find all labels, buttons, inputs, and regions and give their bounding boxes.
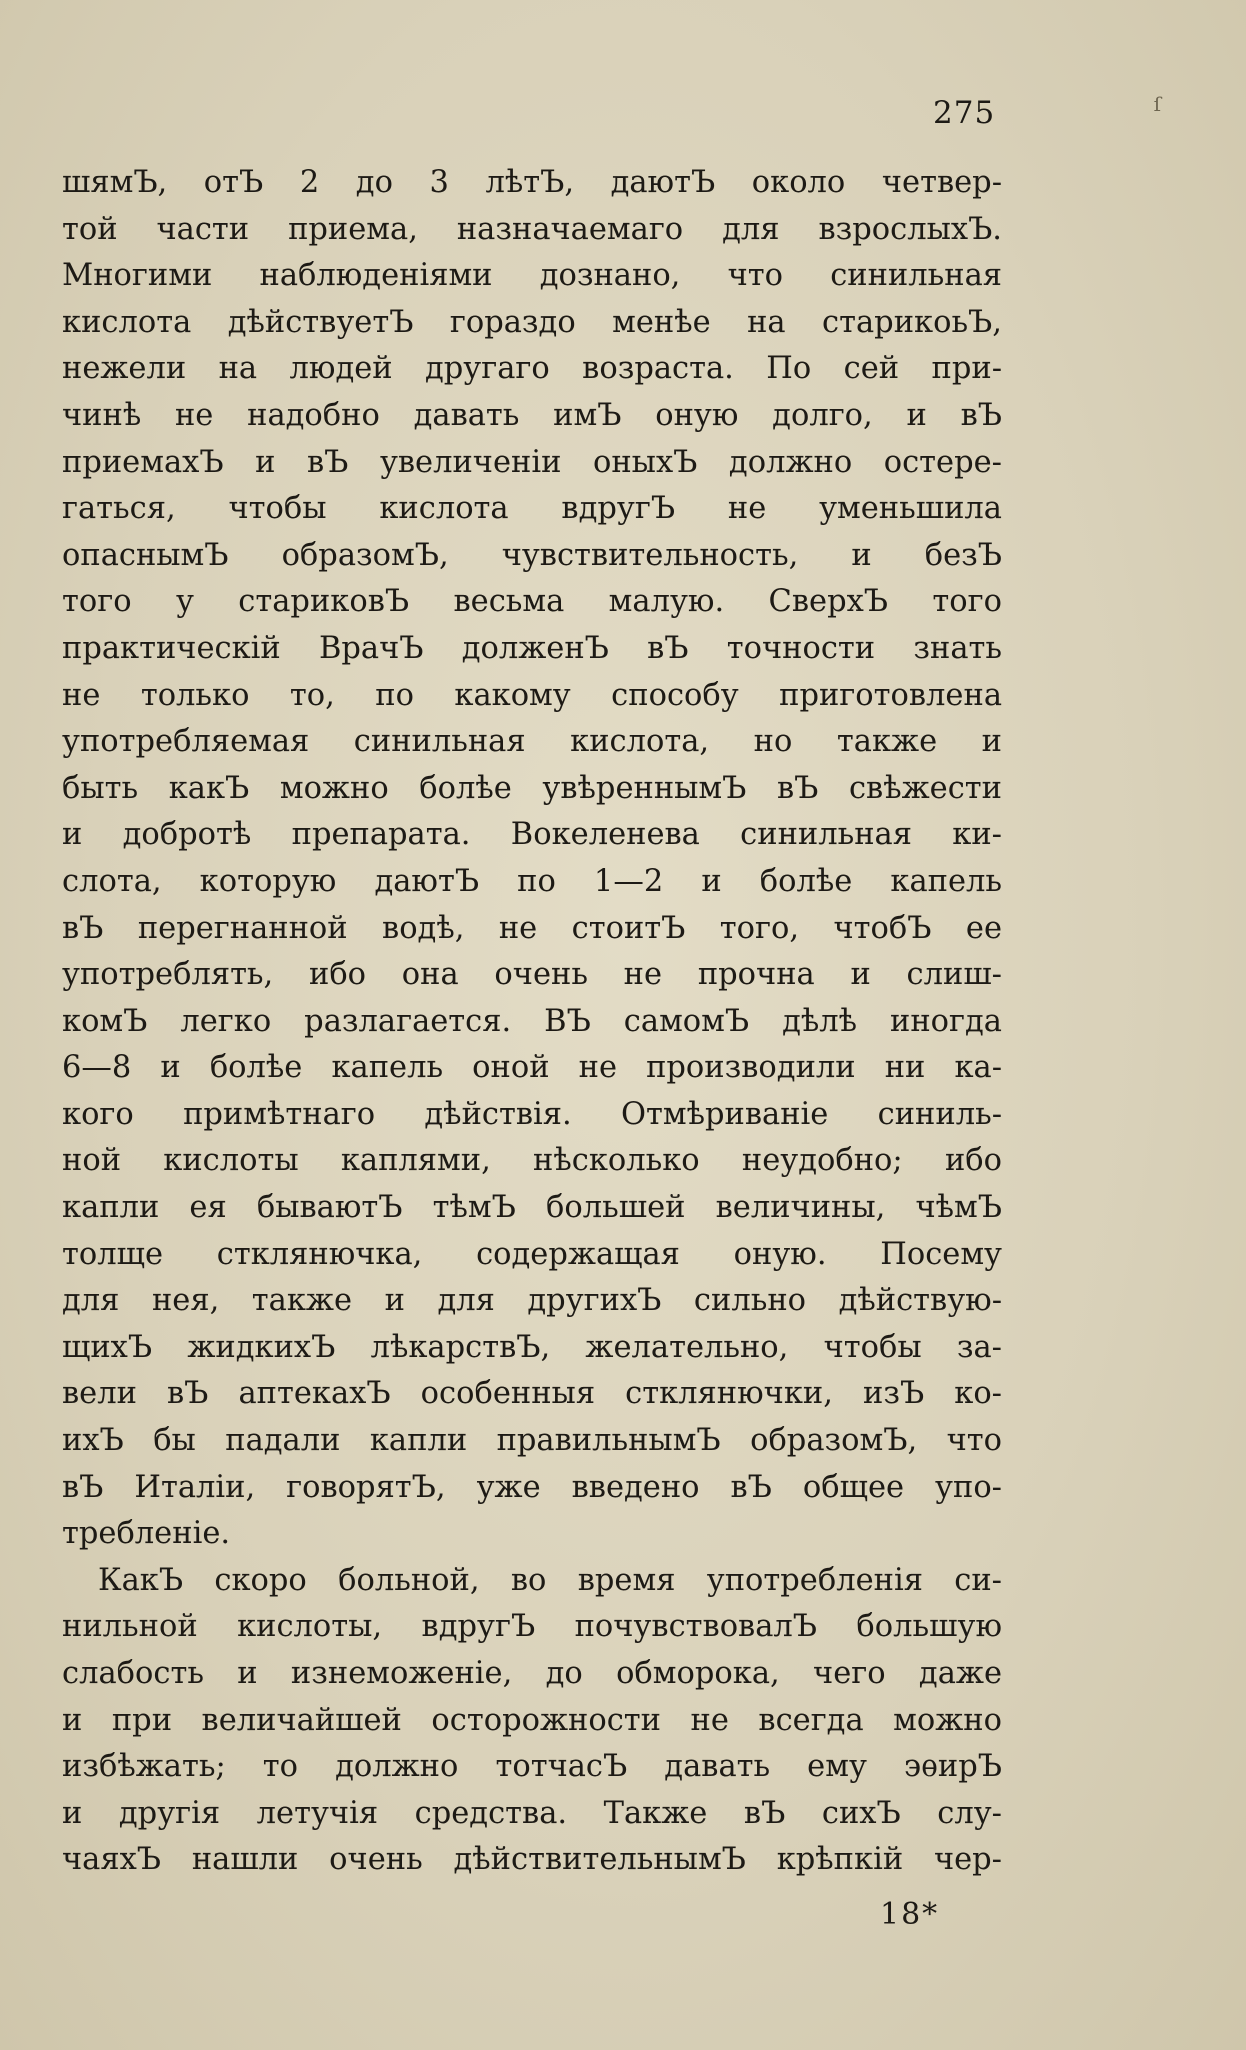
text-line: употреблять, ибо она очень не прочна и слиш- <box>62 957 1002 993</box>
text-line: толще стклянючка, содержащая оную. Посему <box>62 1236 1002 1272</box>
text-line: вЪ Италіи, говорятЪ, уже введено вЪ общее упо- <box>62 1469 1002 1505</box>
paragraph-first-line: КакЪ скоро больной, во время употребленія си- <box>98 1562 1002 1598</box>
body-text <box>62 160 1002 1884</box>
text-line: 6—8 и болѣе капель оной не производили ни ка- <box>62 1050 1002 1086</box>
text-line: кого примѣтнаго дѣйствія. Отмѣриваніе синиль- <box>62 1096 1002 1132</box>
text-line: кислота дѣйствуетЪ гораздо менѣе на старикоьЪ, <box>62 304 1002 340</box>
text-line: слота, которую даютЪ по 1—2 и болѣе капель <box>62 863 1002 899</box>
text-line: нежели на людей другаго возраста. По сей при- <box>62 351 1002 387</box>
text-line: той части приема, назначаемаго для взрослыхЪ. <box>62 211 1002 247</box>
text-line: шямЪ, отЪ 2 до 3 лѣтЪ, даютЪ около четвер- <box>62 165 1002 200</box>
text-line: вели вЪ аптекахЪ особенныя стклянючки, изЪ ко- <box>62 1376 1002 1412</box>
text-line: для нея, также и для другихЪ сильно дѣйствую- <box>62 1283 1002 1319</box>
text-line: ихЪ бы падали капли правильнымЪ образомЪ, что <box>62 1423 1002 1459</box>
text-line: чаяхЪ нашли очень дѣйствительнымЪ крѣпкій чер- <box>62 1842 1002 1878</box>
text-line: избѣжать; то должно тотчасЪ давать ему эѳирЪ <box>62 1749 1002 1785</box>
printer-signature: 18* <box>880 1897 940 1932</box>
text-line: вЪ перегнанной водѣ, не стоитЪ того, чтобЪ ее <box>62 910 1002 946</box>
text-line: Многими наблюденіями дознано, что синильная <box>62 258 1002 294</box>
text-line: не только то, по какому способу приготовлена <box>62 677 1002 713</box>
text-line: нильной кислоты, вдругЪ почувствовалЪ большую <box>62 1609 1002 1645</box>
text-line: щихЪ жидкихЪ лѣкарствЪ, желательно, чтобы за- <box>62 1329 1002 1365</box>
text-line: ной кислоты каплями, нѣсколько неудобно; ибо <box>62 1143 1002 1179</box>
text-line: слабость и изнеможеніе, до обморока, чего даже <box>62 1656 1002 1691</box>
text-line: того у стариковЪ весьма малую. СверхЪ того <box>62 584 1002 620</box>
text-line: требленіе. <box>62 1516 231 1552</box>
text-line: чинѣ не надобно давать имЪ оную долго, и вЪ <box>62 397 1002 433</box>
text-line: комЪ легко разлагается. ВЪ самомЪ дѣлѣ иногда <box>62 1003 1002 1039</box>
text-line: практическій ВрачЪ долженЪ вЪ точности знать <box>62 630 1002 666</box>
margin-mark: ſ <box>1153 92 1161 116</box>
text-line: и при величайшей осторожности не всегда можно <box>62 1702 1002 1738</box>
text-line: приемахЪ и вЪ увеличеніи оныхЪ должно остере- <box>62 444 1002 480</box>
text-line: и другія летучія средства. Также вЪ сихЪ слу- <box>62 1795 1002 1831</box>
text-line: и добротѣ препарата. Вокеленева синильная ки- <box>62 817 1002 853</box>
page-number: 275 <box>933 95 996 131</box>
text-line: употребляемая синильная кислота, но также и <box>62 724 1002 760</box>
text-line: капли ея бываютЪ тѣмЪ большей величины, чѣмЪ <box>62 1190 1002 1226</box>
text-line: быть какЪ можно болѣе увѣреннымЪ вЪ свѣжести <box>62 770 1002 806</box>
text-line: гаться, чтобы кислота вдругЪ не уменьшила <box>62 491 1002 527</box>
text-line: опаснымЪ образомЪ, чувствительность, и безЪ <box>62 537 1002 573</box>
